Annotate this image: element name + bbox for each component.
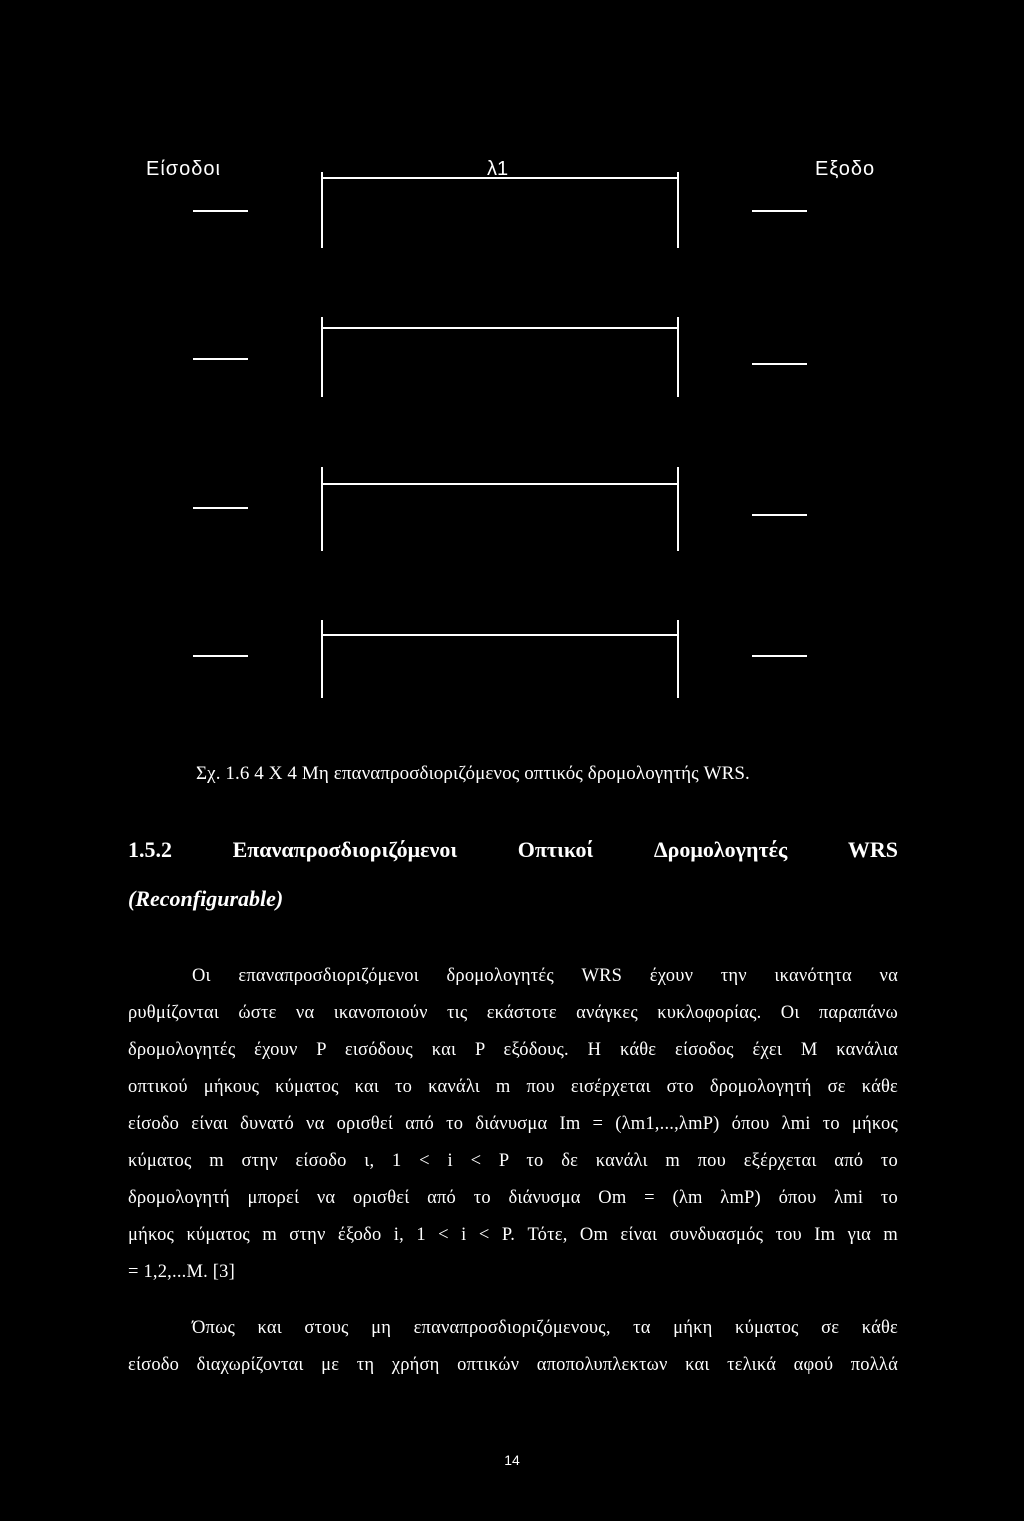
section-heading — [128, 837, 898, 863]
text-line: οπτικού μήκους κύματος και το κανάλι m που εισέρχεται στο δρομολογητή σε κάθε — [128, 1077, 898, 1097]
text-line: είσοδο είναι δυνατό να ορισθεί από το διάνυσμα Im = (λm1,...,λmP) όπου λmi το μήκος — [128, 1114, 898, 1134]
text-line: Οι επαναπροσδιοριζόμενοι δρομολογητές WRS έχουν την ικανότητα να — [192, 966, 898, 986]
text-line: δρομολογητές έχουν P εισόδους και P εξόδους. Η κάθε είσοδος έχει M κανάλια — [128, 1040, 898, 1060]
page-number: 14 — [504, 1452, 520, 1468]
output-label: Εξοδο — [815, 158, 876, 180]
text-line: Όπως και στους μη επαναπροσδιοριζόμενους, τα μήκη κύματος σε κάθε — [192, 1318, 898, 1338]
port-2 — [193, 328, 807, 397]
paragraph-2 — [128, 1318, 898, 1398]
router-diagram — [0, 0, 1024, 760]
section-subtitle: (Reconfigurable) — [128, 886, 284, 911]
port-1 — [193, 178, 807, 248]
text-line: είσοδο διαχωρίζονται με τη χρήση οπτικών αποπολυπλεκτων και τελικά αφού πολλά — [128, 1355, 898, 1375]
heading-word: WRS — [847, 837, 898, 862]
inputs-label: Είσοδοι — [146, 158, 221, 180]
channel-bracket — [322, 484, 678, 551]
channel-bracket — [322, 178, 678, 248]
heading-word: Οπτικοί — [517, 837, 594, 862]
channel-bracket — [322, 328, 678, 397]
text-line: ρυθμίζονται ώστε να ικανοποιούν τις εκάστοτε ανάγκες κυκλοφορίας. Οι παραπάνω — [128, 1003, 898, 1023]
wavelength-label: λ1 — [487, 158, 509, 180]
figure-caption: Σχ. 1.6 4 X 4 Μη επαναπροσδιοριζόμενος οπτικός δρομολογητής WRS. — [196, 763, 750, 784]
port-4 — [193, 635, 807, 698]
port-3 — [193, 484, 807, 551]
heading-word: Επαναπροσδιοριζόμενοι — [232, 837, 458, 862]
text-line: = 1,2,...M. [3] — [128, 1262, 235, 1282]
heading-word: Δρομολογητές — [653, 837, 788, 862]
text-line: κύματος m στην είσοδο ι, 1 < i < P το δε κανάλι m που εξέρχεται από το — [128, 1151, 898, 1171]
paragraph-1 — [128, 966, 898, 1306]
text-line: μήκος κύματος m στην έξοδο i, 1 < i < P. Τότε, Om είναι συνδυασμός του Im για m — [128, 1225, 898, 1245]
channel-bracket — [322, 635, 678, 698]
section-number: 1.5.2 — [128, 837, 172, 862]
text-line: δρομολογητή μπορεί να ορισθεί από το διάνυσμα Om = (λm λmP) όπου λmi το — [128, 1188, 898, 1208]
